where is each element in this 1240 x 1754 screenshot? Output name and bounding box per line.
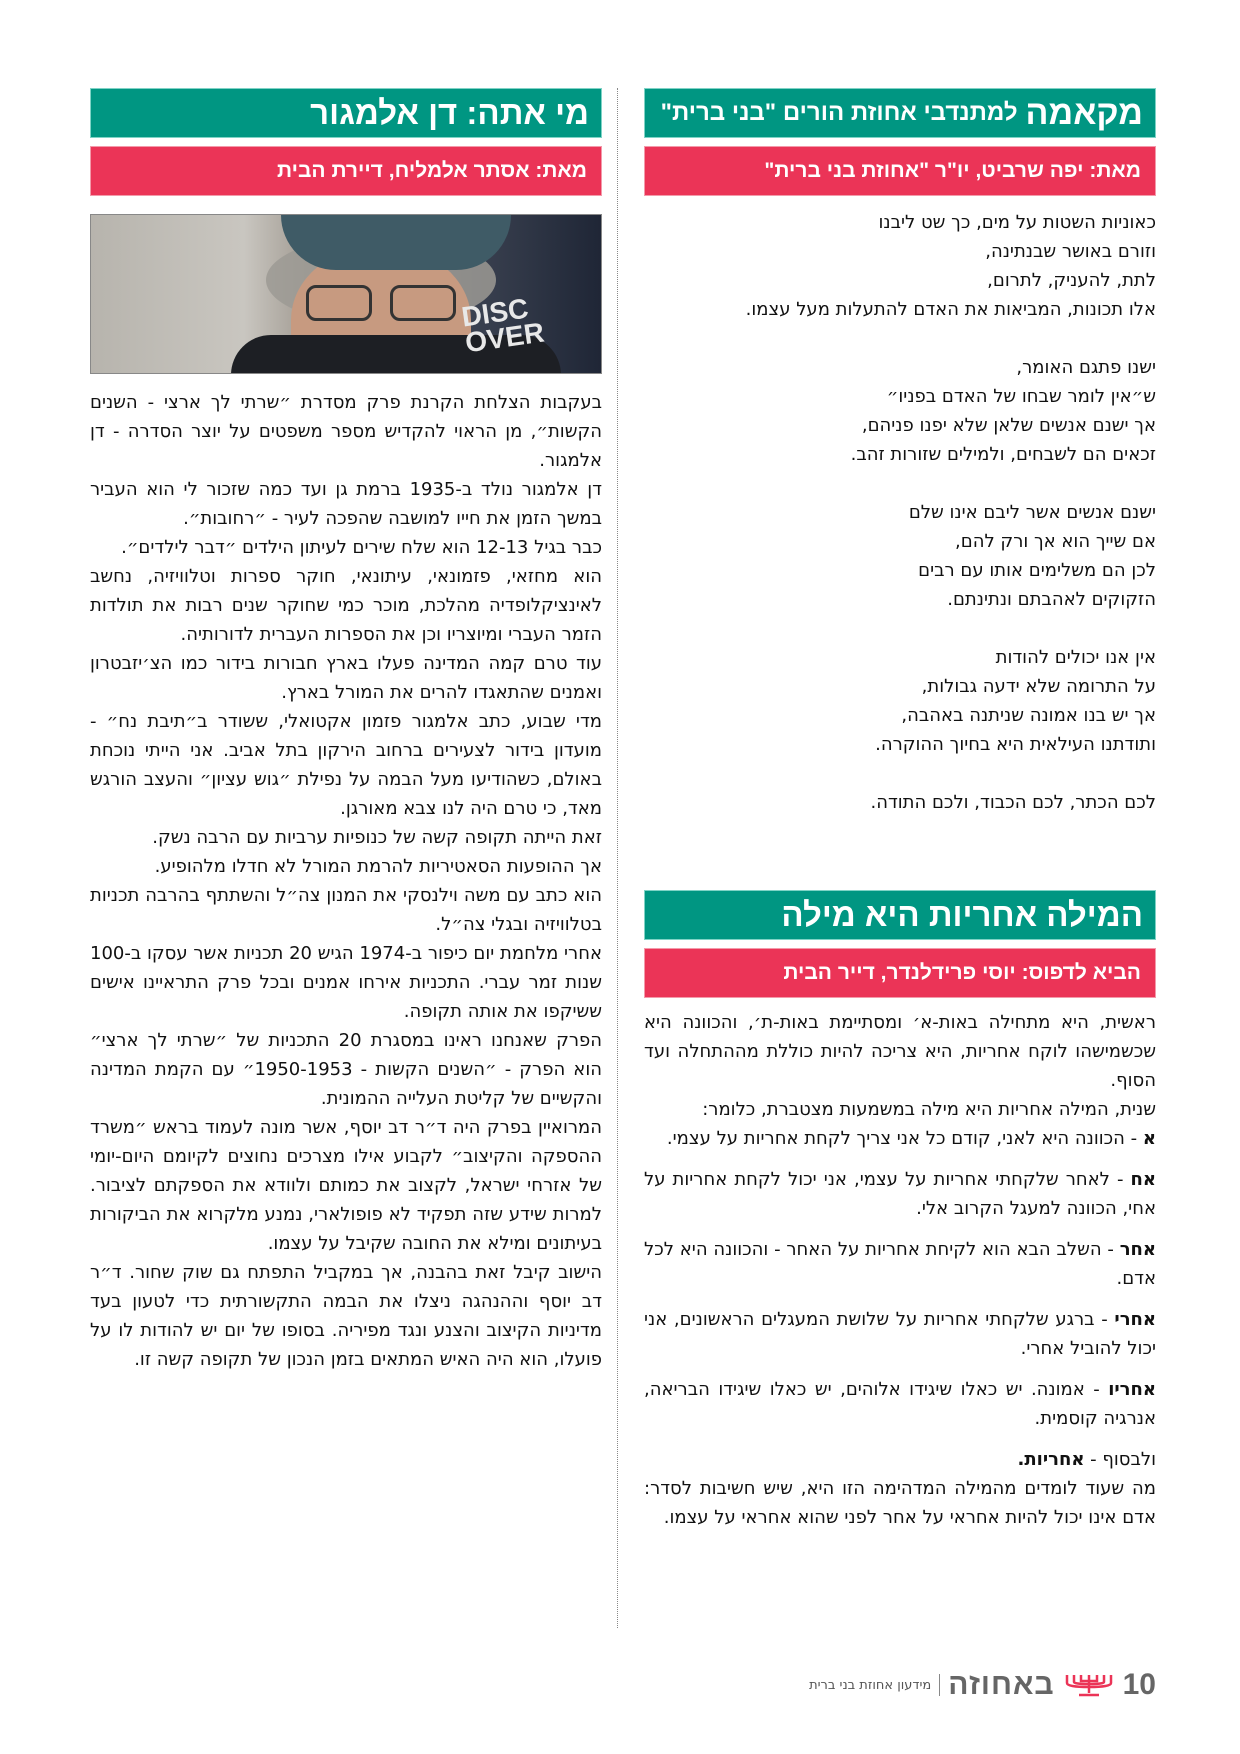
page-footer	[780, 1668, 1156, 1702]
poem-line: הזקוקים לאהבתם ונתינתם.	[947, 589, 1156, 610]
bio-paragraph: אך ההופעות הסאטיריות להרמת המורל לא חדלו מלהופיע.	[154, 856, 602, 877]
bio-paragraph: הישוב קיבל זאת בהבנה, אך במקביל התפתח גם שוק שחור. ד״ר דב יוסף וההנהגה ניצלו את הבמה התקשורתית כדי לטעון בעד מדיניות הקיצוב והצנע ונגד מפיריה. בסופו של יום יש להודות לו על פועלו, הוא היה האיש המתאים בזמן הנכון של תקופה קשה זו.	[90, 1262, 602, 1370]
responsibility-article-body	[644, 1008, 1156, 1532]
responsibility-item: א - הכוונה היא לאני, קודם כל אני צריך לקחת אחריות על עצמי.	[666, 1128, 1156, 1149]
bio-paragraph: בעקבות הצלחת הקרנת פרק מסדרת ״שרתי לך ארצי - השנים הקשות״, מן הראוי להקדיש מספר משפטים על יוצר הסדרה - דן אלמגור.	[90, 392, 602, 471]
poem-line: אך יש בנו אמונה שניתנה באהבה,	[901, 705, 1156, 726]
responsibility-item: אחריו - אמונה. יש כאלו שיגידו אלוהים, יש כאלו שיגידו הבריאה, אנרגיה קוסמית.	[644, 1379, 1156, 1429]
poem-line: וזורם באושר שבנתינה,	[985, 241, 1156, 262]
poem	[644, 208, 1156, 817]
article-title-responsibility: המילה אחריות היא מילה	[644, 890, 1156, 940]
poem-line: ישנו פתגם האומר,	[1016, 357, 1156, 378]
poem-line: לתת, להעניק, לתרום,	[987, 270, 1156, 291]
hat	[281, 215, 511, 270]
responsibility-item: אחרי - ברגע שלקחתי אחריות על שלושת המעגלים הראשונים, אני יכול להוביל אחרי.	[644, 1309, 1156, 1359]
footer-separator	[939, 1674, 940, 1696]
bio-paragraph: דן אלמגור נולד ב-1935 ברמת גן ועד כמה שזכור לי הוא העביר במשך הזמן את חייו למושבה שהפכה לעיר - ״רחובות״.	[90, 479, 603, 529]
article-byline: מאת: יפה שרביט, יו"ר "אחוזת בני ברית"	[644, 146, 1156, 196]
article-title-who-are-you: מי אתה: דן אלמגור	[90, 88, 602, 138]
poem-stanza	[644, 788, 1156, 817]
bio-paragraph: אחרי מלחמת יום כיפור ב-1974 הגיש 20 תכניות אשר עסקו ב-100 שנות זמר עברי. התכניות אירחו אמנים ובכל פרק התראיינו אישים ששיקפו את אותה תקופה.	[90, 943, 602, 1022]
poem-line: על התרומה שלא ידעה גבולות,	[921, 676, 1156, 697]
poem-line: ותודתנו העילאית היא בחיוך ההוקרה.	[875, 734, 1156, 755]
glasses	[306, 285, 456, 317]
paragraph: מה שעוד לומדים מהמילה המדהימה הזו היא, שיש חשיבות לסדר: אדם אינו יכול להיות אחראי על אחר לפני שהוא אחראי על עצמו.	[644, 1478, 1156, 1528]
bio-paragraph: עוד טרם קמה המדינה פעלו בארץ חבורות בידור כמו הצ׳יזבטרון ואמנים שהתאגדו להרים את המורל בארץ.	[90, 653, 602, 703]
brand-name: באחוזה	[948, 1668, 1055, 1701]
poem-line: כאוניות השטות על מים, כך שט ליבנו	[878, 212, 1156, 233]
bio-paragraph: זאת הייתה תקופה קשה של כנופיות ערביות עם הרבה נשק.	[152, 827, 602, 848]
poem-line: זכאים הם לשבחים, ולמילים שזורות זהב.	[850, 444, 1156, 465]
bio-paragraph: כבר בגיל 12-13 הוא שלח שירים לעיתון הילדים ״דבר לילדים״.	[121, 537, 602, 558]
poem-line: לכם הכתר, לכם הכבוד, ולכם התודה.	[870, 792, 1156, 813]
page-number: 10	[1122, 1668, 1156, 1701]
article-title-maqama	[644, 88, 1156, 138]
poem-stanza	[644, 498, 1156, 614]
poem-line: אלו תכונות, המביאות את האדם להתעלות מעל עצמו.	[745, 299, 1156, 320]
paragraph: ראשית, היא מתחילה באות-א׳ ומסתיימת באות-ת׳, והכוונה היא שכשמישהו לוקח אחריות, היא צריכה להיות כוללת מההתחלה ועד הסוף.	[644, 1012, 1156, 1091]
left-column	[90, 88, 602, 1374]
article-byline: הביא לדפוס: יוסי פרידלנדר, דייר הבית	[644, 948, 1156, 998]
poem-line: אם שייך הוא אך ורק להם,	[955, 531, 1156, 552]
title-rest: למתנדבי אחוזת הורים "בני ברית"	[660, 99, 1018, 126]
finally-line: ולבסוף - אחריות.	[1017, 1449, 1156, 1470]
bio-paragraph: המרואיין בפרק היה ד״ר דב יוסף, אשר מונה לעמוד בראש ״משרד ההספקה והקיצוב״ לקבוע אילו מצרכים נחוצים לקיומם היום-יומי של אזרחי ישראל, לקצוב את כמותם ולוודא את הספקתם לציבור. למרות שידע שזה תפקיד לא פופולארי, נמנע מלקרוא את הביקורות בעיתונים ומילא את החובה שקיבל על עצמו.	[90, 1117, 602, 1254]
bio-paragraph: הוא כתב עם משה וילנסקי את המנון צה״ל והשתתף בהרבה תכניות בטלוויזיה ובגלי צה״ל.	[90, 885, 602, 935]
poem-line: ישנם אנשים אשר ליבם אינו שלם	[908, 502, 1156, 523]
bio-paragraph: הוא מחזאי, פזמונאי, עיתונאי, חוקר ספרות וטלוויזיה, נחשב לאינציקלופדיה מהלכת, מוכר כמי שחוקר שנים רבות את תולדות הזמר העברי ומיוצריו וכן את הספרות העברית לדורותיה.	[90, 566, 602, 645]
article-byline: מאת: אסתר אלמליח, דיירת הבית	[90, 146, 602, 196]
bio-paragraph: מדי שבוע, כתב אלמגור פזמון אקטואלי, ששודר ב״תיבת נח״ - מועדון בידור לצעירים ברחוב הירקון בתל אביב. אני הייתי נוכחת באולם, כשהודיעו מעל הבמה על נפילת ״גוש עציון״ והעצב הורגש מאד, כי טרם היה לנו צבא מאורגן.	[90, 711, 602, 819]
paragraph: שנית, המילה אחריות היא מילה במשמעות מצטברת, כלומר:	[702, 1099, 1156, 1120]
menorah-icon	[1063, 1673, 1115, 1697]
poem-stanza	[644, 353, 1156, 469]
shirt-text: DISC OVER	[459, 292, 547, 359]
responsibility-item: אחר - השלב הבא הוא לקיחת אחריות על האחר - והכוונה היא לכל אדם.	[644, 1239, 1156, 1289]
poem-line: לכן הם משלימים אותו עם רבים	[918, 560, 1156, 581]
poem-line: אך ישנם אנשים שלאן שלא יפנו פניהם,	[861, 415, 1156, 436]
title-bold: מקאמה	[1025, 93, 1143, 132]
poem-stanza	[644, 643, 1156, 759]
poem-line: אין אנו יכולים להודות	[995, 647, 1156, 668]
footer-tagline: מידעון אחוזת בני ברית	[809, 1677, 932, 1693]
responsibility-item: אח - לאחר שלקחתי אחריות על עצמי, אני יכול לקחת אחריות על אחי, הכוונה למעגל הקרוב אלי.	[644, 1169, 1156, 1219]
bio-paragraph: הפרק שאנחנו ראינו במסגרת 20 התכניות של ״שרתי לך ארצי״ הוא הפרק - ״השנים הקשות - 1950-1953״ עם הקמת המדינה והקשיים של קליטת העלייה ההמונית.	[90, 1030, 603, 1109]
column-divider	[617, 88, 618, 1628]
bio-article-body	[90, 388, 602, 1374]
poem-stanza	[644, 208, 1156, 324]
poem-line: ש״אין לומר שבחו של האדם בפניו״	[886, 386, 1156, 407]
right-column	[644, 88, 1156, 1544]
portrait-photo	[90, 214, 602, 374]
